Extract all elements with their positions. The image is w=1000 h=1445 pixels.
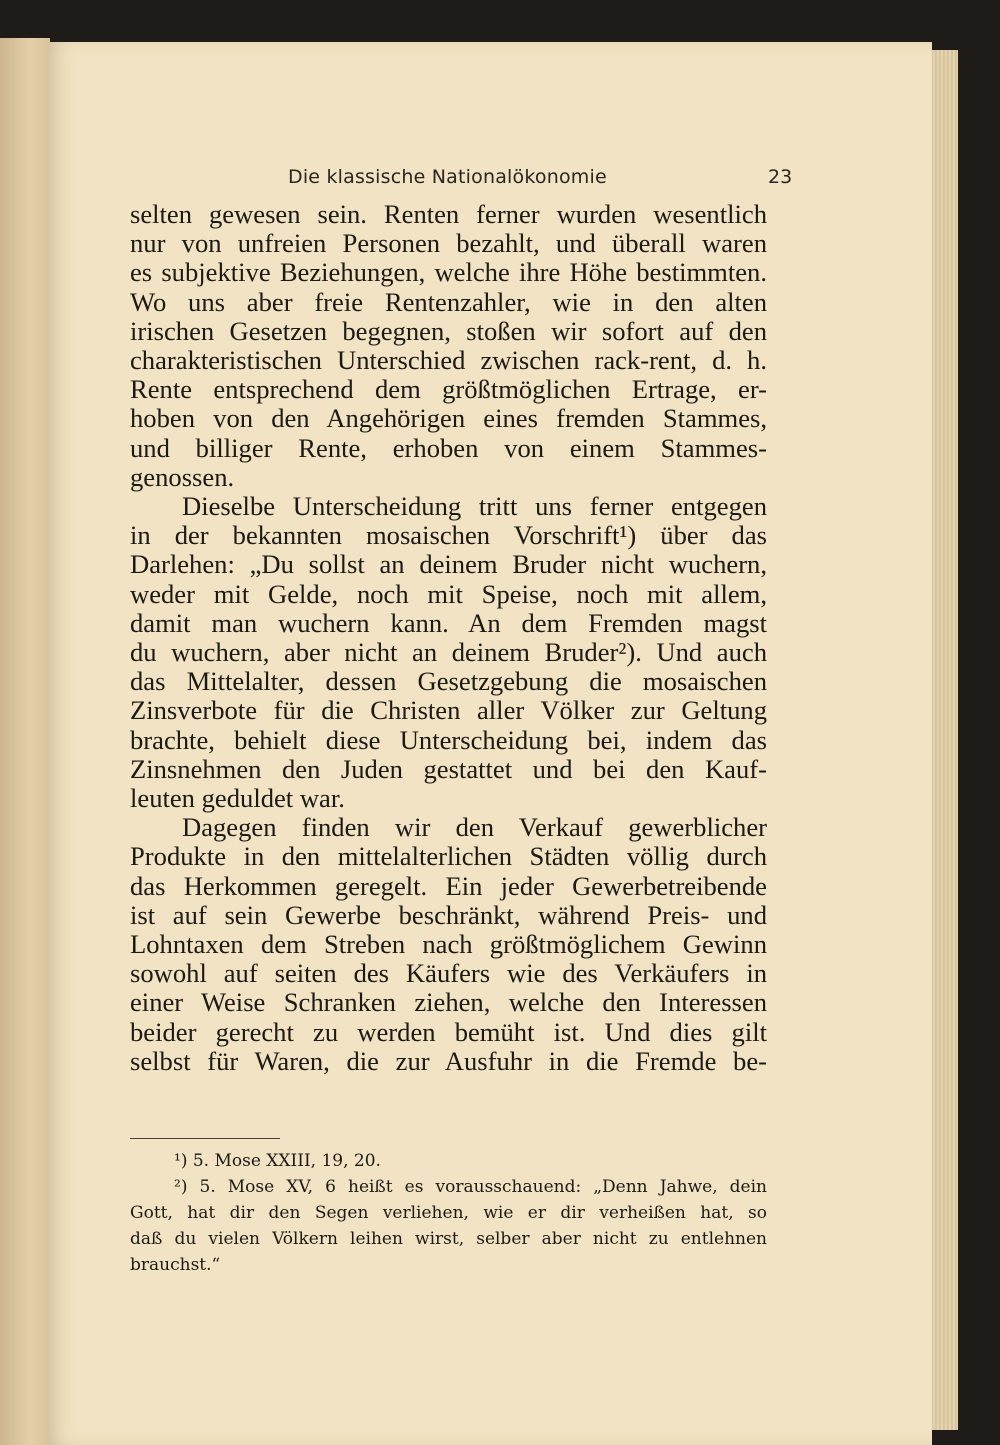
left-page-edge — [0, 38, 50, 1445]
body-text — [130, 200, 767, 1076]
text-line: genossen. — [130, 461, 235, 492]
footnote-line: ²) 5. Mose XV, 6 heißt es vorausschauend: „Denn Jahwe, dein — [174, 1177, 767, 1197]
text-line: hoben von den Angehörigen eines fremden Stammes, — [130, 403, 767, 434]
text-line: Darlehen: „Du sollst an deinem Bruder nicht wuchern, — [130, 549, 767, 580]
text-line: weder mit Gelde, noch mit Speise, noch mit allem, — [130, 578, 767, 609]
page-stack-edge — [930, 50, 958, 1430]
text-line: beider gerecht zu werden bemüht ist. Und dies gilt — [130, 1016, 767, 1047]
text-line: Wo uns aber freie Rentenzahler, wie in den alten — [130, 286, 767, 317]
text-line: nur von unfreien Personen bezahlt, und überall waren — [130, 228, 767, 259]
text-line: es subjektive Beziehungen, welche ihre Höhe bestimmten. — [130, 257, 767, 288]
footnote-line: Gott, hat dir den Segen verliehen, wie er dir verheißen hat, so — [130, 1203, 767, 1223]
text-line: Dieselbe Unterscheidung tritt uns ferner entgegen — [182, 491, 767, 522]
text-line: irischen Gesetzen begegnen, stoßen wir sofort auf den — [130, 315, 767, 346]
text-line: Produkte in den mittelalterlichen Städten völlig durch — [130, 841, 767, 872]
text-line: Lohntaxen dem Streben nach größtmöglichem Gewinn — [130, 929, 767, 960]
running-head — [48, 158, 932, 198]
text-line: ist auf sein Gewerbe beschränkt, während Preis- und — [130, 899, 767, 930]
text-line: damit man wuchern kann. An dem Fremden magst — [130, 607, 767, 638]
page-number: 23 — [768, 166, 793, 188]
footnote-line: ¹) 5. Mose XXIII, 19, 20. — [174, 1151, 381, 1171]
text-line: Rente entsprechend dem größtmöglichen Ertrage, er- — [130, 374, 767, 405]
footnote-divider — [130, 1138, 280, 1139]
text-line: Dagegen finden wir den Verkauf gewerblicher — [182, 812, 767, 843]
text-line: das Herkommen geregelt. Ein jeder Gewerbetreibende — [130, 870, 767, 901]
running-head-title: Die klassische Nationalökonomie — [288, 166, 607, 188]
footnotes — [130, 1148, 767, 1278]
text-line: das Mittelalter, dessen Gesetzgebung die mosaischen — [130, 666, 767, 697]
text-line: Zinsnehmen den Juden gestattet und bei den Kauf- — [130, 753, 767, 784]
text-line: selten gewesen sein. Renten ferner wurden wesentlich — [130, 199, 767, 229]
text-line: Zinsverbote für die Christen aller Völker zur Geltung — [130, 695, 767, 726]
text-line: leuten geduldet war. — [130, 783, 345, 814]
text-line: und billiger Rente, erhoben von einem Stammes- — [130, 432, 767, 463]
footnote-line: daß du vielen Völkern leihen wirst, selber aber nicht zu entlehnen — [130, 1229, 767, 1249]
text-line: brachte, behielt diese Unterscheidung bei, indem das — [130, 724, 767, 755]
text-line: selbst für Waren, die zur Ausfuhr in die Fremde be- — [130, 1045, 767, 1076]
text-line: sowohl auf seiten des Käufers wie des Verkäufers in — [130, 958, 767, 989]
text-line: einer Weise Schranken ziehen, welche den Interessen — [130, 987, 767, 1018]
text-line: du wuchern, aber nicht an deinem Bruder²). Und auch — [130, 637, 767, 668]
footnote-line: brauchst.“ — [130, 1255, 221, 1275]
text-line: charakteristischen Unterschied zwischen rack-rent, d. h. — [130, 345, 767, 376]
book-page — [48, 42, 932, 1445]
text-line: in der bekannten mosaischen Vorschrift¹) über das — [130, 520, 767, 551]
